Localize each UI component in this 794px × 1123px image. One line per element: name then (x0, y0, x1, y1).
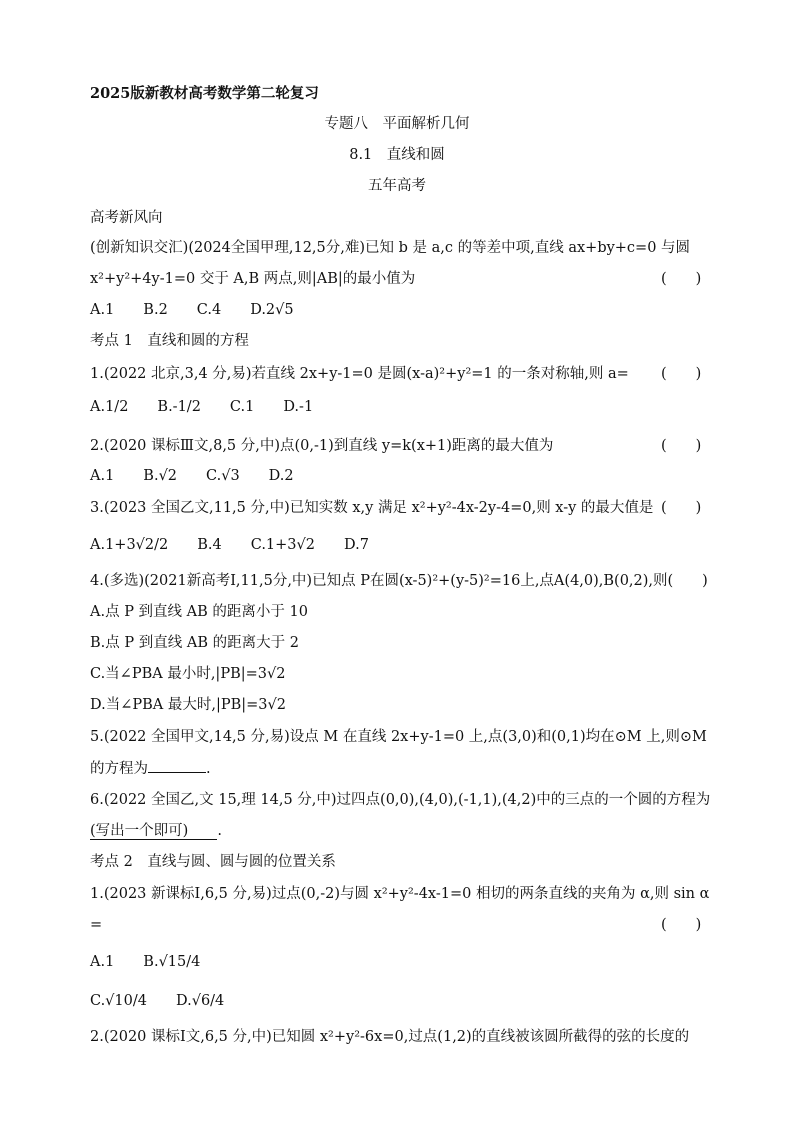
section-title: 8.1 直线和圆 (349, 147, 445, 163)
kd1-q4: 4.(多选)(2021新高考Ⅰ,11,5分,中)已知点 P在圆(x-5)²+(y-5)²=16上,点A(4,0),B(0,2),则( ) (90, 573, 708, 589)
new-trend-options: A.1 B.2 C.4 D.2√5 (90, 302, 294, 318)
kd2-q1-options-ab: A.1 B.√15/4 (90, 954, 201, 970)
kd1-q5-line2: 的方程为 . (90, 758, 211, 779)
new-trend-question-line2: x²+y²+4y-1=0 交于 A,B 两点,则|AB|的最小值为 (90, 271, 416, 287)
kd1-q1: 1.(2022 北京,3,4 分,易)若直线 2x+y-1=0 是圆(x-a)²+y²=1 的一条对称轴,则 a= (90, 366, 629, 382)
kd1-q1-options: A.1/2 B.-1/2 C.1 D.-1 (90, 399, 314, 415)
topic-title: 专题八 平面解析几何 (324, 116, 470, 132)
kd1-q3: 3.(2023 全国乙文,11,5 分,中)已知实数 x,y 满足 x²+y²-4x-2y-4=0,则 x-y 的最大值是 (90, 500, 654, 516)
kd1-q5: 5.(2022 全国甲文,14,5 分,易)设点 M 在直线 2x+y-1=0 上,点(3,0)和(0,1)均在⊙M 上,则⊙M (90, 729, 707, 745)
kd1-q3-options: A.1+3√2/2 B.4 C.1+3√2 D.7 (90, 537, 369, 553)
answer-parentheses: ( ) (661, 271, 702, 287)
subtitle: 五年高考 (368, 178, 426, 194)
kd1-q4-option-b: B.点 P 到直线 AB 的距离大于 2 (90, 635, 299, 651)
kd1-q4-option-a: A.点 P 到直线 AB 的距离小于 10 (90, 604, 308, 620)
kd2-q2: 2.(2020 课标Ⅰ文,6,5 分,中)已知圆 x²+y²-6x=0,过点(1,2)的直线被该圆所截得的弦的长度的 (90, 1029, 690, 1045)
kd1-q4-option-c: C.当∠PBA 最小时,|PB|=3√2 (90, 666, 286, 682)
answer-blank (148, 758, 206, 773)
kd2-q1: 1.(2023 新课标Ⅰ,6,5 分,易)过点(0,-2)与圆 x²+y²-4x-1=0 相切的两条直线的夹角为 α,则 sin α (90, 886, 710, 902)
answer-parentheses: ( ) (661, 438, 702, 454)
new-trend-question-line1: (创新知识交汇)(2024全国甲理,12,5分,难)已知 b 是 a,c 的等差中项,直线 ax+by+c=0 与圆 (90, 240, 691, 256)
new-trend-heading: 高考新风向 (90, 210, 163, 226)
answer-parentheses: ( ) (661, 366, 702, 382)
kd2-q1-options-cd: C.√10/4 D.√6/4 (90, 993, 225, 1009)
kd1-heading: 考点 1 直线和圆的方程 (90, 333, 249, 349)
kd1-q2-options: A.1 B.√2 C.√3 D.2 (90, 468, 294, 484)
kd1-q4-option-d: D.当∠PBA 最大时,|PB|=3√2 (90, 697, 286, 713)
answer-parentheses: ( ) (661, 917, 702, 933)
kd1-q6-line2: (写出一个即可) . (90, 823, 222, 839)
series-title: 2025版新教材高考数学第二轮复习 (90, 85, 319, 102)
kd1-q2: 2.(2020 课标Ⅲ文,8,5 分,中)点(0,-1)到直线 y=k(x+1)距离的最大值为 (90, 438, 554, 454)
kd2-heading: 考点 2 直线与圆、圆与圆的位置关系 (90, 854, 336, 870)
kd1-q6: 6.(2022 全国乙,文 15,理 14,5 分,中)过四点(0,0),(4,0),(-1,1),(4,2)中的三点的一个圆的方程为 (90, 792, 711, 808)
answer-parentheses: ( ) (661, 500, 702, 516)
kd2-q1-line2: = (90, 917, 103, 933)
